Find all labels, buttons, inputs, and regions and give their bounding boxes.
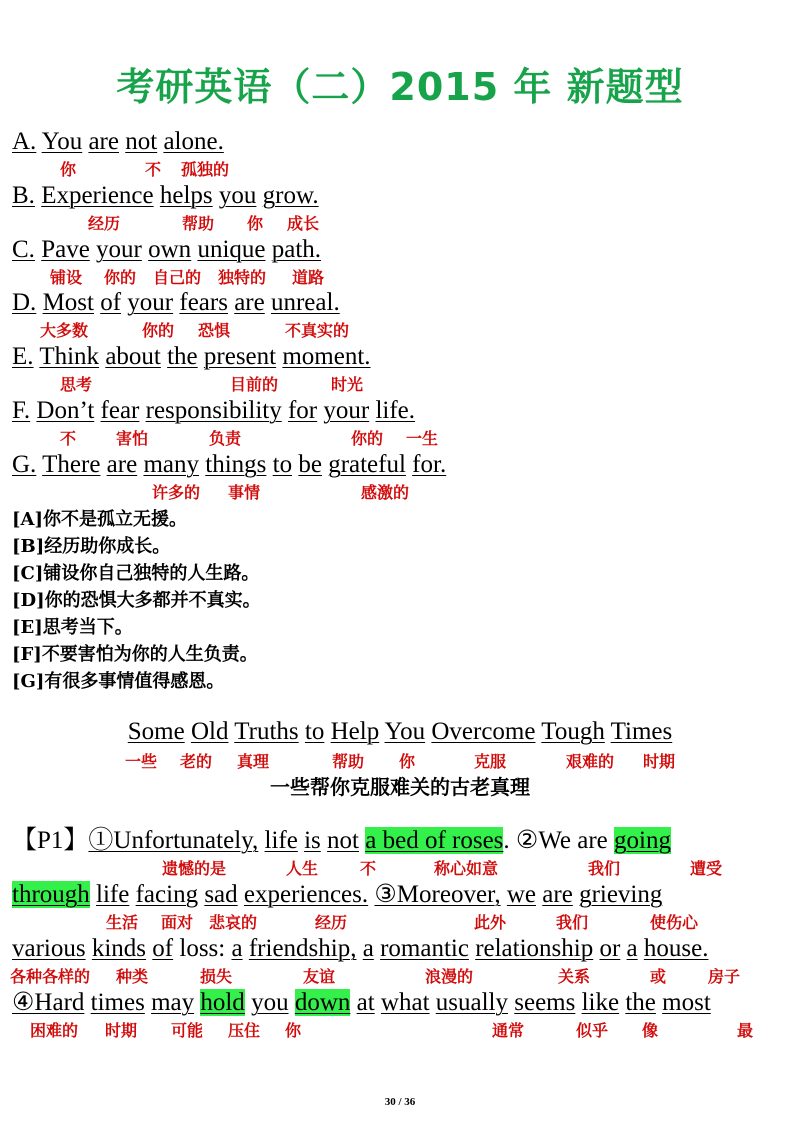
gloss: 老的 — [180, 752, 213, 771]
option-letter: D. — [12, 289, 37, 316]
word: about — [105, 343, 161, 370]
word: a — [362, 935, 374, 962]
word: fear — [100, 397, 140, 424]
translation-f: [F]不要害怕为你的人生负责。 — [12, 644, 258, 665]
gloss: 遗憾的是 — [162, 859, 227, 878]
word: Times — [610, 718, 673, 745]
word: are — [88, 128, 119, 155]
gloss: 目前的 — [230, 375, 279, 394]
passage-line-2 — [12, 880, 662, 910]
gloss: 经历 — [315, 913, 348, 932]
word: are — [542, 881, 573, 908]
word: ②We — [515, 827, 572, 854]
gloss: 铺设 — [50, 268, 83, 287]
gloss: 浪漫的 — [425, 967, 474, 986]
gloss: 害怕 — [116, 429, 149, 448]
word: times — [90, 989, 145, 1016]
word: Help — [330, 718, 380, 745]
word: of — [100, 289, 122, 316]
highlighted-phrase: going — [614, 827, 671, 854]
word: what — [380, 989, 430, 1016]
gloss: 事情 — [228, 483, 261, 502]
word: unique — [197, 236, 266, 263]
word: You — [384, 718, 426, 745]
word: Some — [127, 718, 185, 745]
word: alone. — [163, 128, 224, 155]
word: of — [152, 935, 174, 962]
word: Experience — [41, 182, 154, 209]
word: may — [151, 989, 195, 1016]
option-letter: F. — [12, 397, 31, 424]
gloss: 使伤心 — [650, 913, 699, 932]
word: seems — [514, 989, 576, 1016]
option-letter: C. — [12, 236, 35, 263]
word: like — [581, 989, 620, 1016]
gloss: 此外 — [474, 913, 507, 932]
word: ③Moreover, — [374, 881, 501, 908]
word: Pave — [41, 236, 90, 263]
gloss: 房子 — [708, 967, 741, 986]
word: romantic — [380, 935, 469, 962]
word: present — [203, 343, 277, 370]
word: or — [599, 935, 621, 962]
translation-e: [E]思考当下。 — [12, 617, 133, 638]
gloss: 帮助 — [182, 214, 215, 233]
gloss: 一些 — [125, 752, 158, 771]
gloss: 损失 — [200, 967, 233, 986]
gloss: 压住 — [228, 1021, 261, 1040]
word: Truths — [234, 718, 299, 745]
gloss: 经历 — [88, 214, 121, 233]
word: Overcome — [431, 718, 536, 745]
gloss: 一生 — [406, 429, 439, 448]
option-letter: E. — [12, 343, 34, 370]
word: your — [127, 289, 174, 316]
word: are — [577, 827, 608, 854]
gloss: 我们 — [588, 859, 621, 878]
word: ①Unfortunately, — [88, 827, 259, 854]
page-number: 30 / 36 — [384, 1096, 416, 1108]
word: to — [304, 718, 325, 745]
word: life — [264, 827, 298, 854]
page-title: 考研英语（二）2015 年 新题型 — [116, 65, 684, 109]
gloss: 不 — [145, 160, 162, 179]
word: things — [205, 451, 267, 478]
word: unreal. — [270, 289, 340, 316]
gloss: 似乎 — [576, 1021, 609, 1040]
gloss: 最 — [737, 1021, 754, 1040]
word: fears — [179, 289, 228, 316]
passage-line-3 — [12, 934, 708, 964]
gloss: 不 — [360, 859, 377, 878]
gloss: 成长 — [287, 214, 320, 233]
option-letter: G. — [12, 451, 37, 478]
passage-line-1 — [12, 826, 671, 856]
word: Most — [42, 289, 94, 316]
word: friendship, — [248, 935, 357, 962]
gloss: 时期 — [105, 1021, 138, 1040]
option-d — [12, 288, 340, 318]
gloss: 我们 — [556, 913, 589, 932]
gloss: 孤独的 — [181, 160, 230, 179]
section-title — [0, 717, 800, 747]
gloss: 你的 — [104, 268, 137, 287]
word: life — [96, 881, 130, 908]
gloss: 你 — [399, 752, 416, 771]
translation-g: [G]有很多事情值得感恩。 — [12, 671, 225, 692]
gloss: 你的 — [351, 429, 384, 448]
option-b — [12, 181, 319, 211]
highlighted-phrase: down — [294, 989, 351, 1016]
word: are — [234, 289, 265, 316]
translation-d: [D]你的恐惧大多都并不真实。 — [12, 590, 261, 611]
word: be — [298, 451, 322, 478]
translation-c: [C]铺设你自己独特的人生路。 — [12, 563, 260, 584]
word: kinds — [91, 935, 147, 962]
gloss: 帮助 — [332, 752, 365, 771]
option-c — [12, 235, 321, 265]
word: a — [231, 935, 243, 962]
gloss: 时光 — [331, 375, 364, 394]
word: the — [167, 343, 198, 370]
gloss: 生活 — [106, 913, 139, 932]
word: your — [96, 236, 142, 263]
gloss: 或 — [650, 967, 667, 986]
word: moment. — [282, 343, 371, 370]
word: experiences. — [243, 881, 369, 908]
option-letter: A. — [12, 128, 37, 155]
word: grow. — [262, 182, 319, 209]
word: usually — [435, 989, 508, 1016]
word: Tough — [541, 718, 605, 745]
passage-line-4 — [12, 988, 711, 1018]
option-f — [12, 396, 415, 426]
word: most — [662, 989, 711, 1016]
word: path. — [271, 236, 322, 263]
gloss: 像 — [642, 1021, 659, 1040]
word: Old — [190, 718, 229, 745]
word: the — [625, 989, 656, 1016]
gloss: 道路 — [292, 268, 325, 287]
gloss: 负责 — [209, 429, 242, 448]
gloss: 面对 — [161, 913, 194, 932]
gloss: 独特的 — [218, 268, 267, 287]
gloss: 你的 — [142, 321, 175, 340]
word: many — [143, 451, 199, 478]
word: relationship — [475, 935, 594, 962]
option-e — [12, 342, 371, 372]
word: grateful — [328, 451, 406, 478]
gloss: 称心如意 — [434, 859, 499, 878]
gloss: 关系 — [558, 967, 591, 986]
translation-a: [A]你不是孤立无援。 — [12, 509, 187, 530]
word: for. — [412, 451, 447, 478]
gloss: 通常 — [492, 1021, 525, 1040]
highlighted-phrase: through — [12, 881, 90, 908]
word: to — [272, 451, 293, 478]
gloss: 友谊 — [303, 967, 336, 986]
gloss: 不真实的 — [285, 321, 350, 340]
word: own — [148, 236, 192, 263]
word: Don’t — [36, 397, 95, 424]
word: not — [327, 827, 359, 854]
word: is — [304, 827, 321, 854]
word: . — [503, 827, 510, 854]
word: ④Hard — [12, 989, 85, 1016]
gloss: 各种各样的 — [10, 967, 91, 986]
gloss: 你 — [247, 214, 264, 233]
gloss: 感激的 — [361, 483, 410, 502]
word: house. — [643, 935, 709, 962]
word: loss: — [179, 935, 226, 962]
word: There — [42, 451, 101, 478]
word: responsibility — [145, 397, 282, 424]
option-a — [12, 127, 224, 157]
highlighted-phrase: hold — [200, 989, 245, 1016]
gloss: 时期 — [643, 752, 676, 771]
gloss: 自己的 — [153, 268, 202, 287]
highlighted-phrase: a bed of roses — [365, 827, 504, 854]
word: various — [12, 935, 86, 962]
word: you — [218, 182, 257, 209]
gloss: 真理 — [237, 752, 270, 771]
section-subtitle: 一些帮你克服难关的古老真理 — [270, 775, 530, 799]
gloss: 可能 — [171, 1021, 204, 1040]
gloss: 困难的 — [30, 1021, 79, 1040]
word: we — [506, 881, 537, 908]
word: sad — [204, 881, 238, 908]
gloss: 克服 — [474, 752, 507, 771]
word: helps — [159, 182, 213, 209]
word: at — [356, 989, 375, 1016]
word: for — [287, 397, 318, 424]
gloss: 遭受 — [690, 859, 723, 878]
word: your — [323, 397, 370, 424]
gloss: 你 — [60, 160, 77, 179]
word: not — [125, 128, 158, 155]
gloss: 思考 — [60, 375, 93, 394]
gloss: 你 — [285, 1021, 302, 1040]
word: facing — [135, 881, 199, 908]
option-letter: B. — [12, 182, 35, 209]
word: Think — [39, 343, 100, 370]
option-g — [12, 450, 446, 480]
word: life. — [375, 397, 416, 424]
gloss: 悲哀的 — [209, 913, 258, 932]
gloss: 种类 — [116, 967, 149, 986]
word: you — [251, 989, 289, 1016]
gloss: 人生 — [286, 859, 319, 878]
gloss: 恐惧 — [198, 321, 231, 340]
word: grieving — [579, 881, 663, 908]
word: a — [626, 935, 638, 962]
word: You — [41, 128, 83, 155]
gloss: 许多的 — [152, 483, 201, 502]
paragraph-label: 【P1】 — [12, 827, 89, 854]
gloss: 大多数 — [40, 321, 89, 340]
gloss: 艰难的 — [566, 752, 615, 771]
word: are — [106, 451, 138, 478]
gloss: 不 — [60, 429, 77, 448]
translation-b: [B]经历助你成长。 — [12, 536, 171, 557]
